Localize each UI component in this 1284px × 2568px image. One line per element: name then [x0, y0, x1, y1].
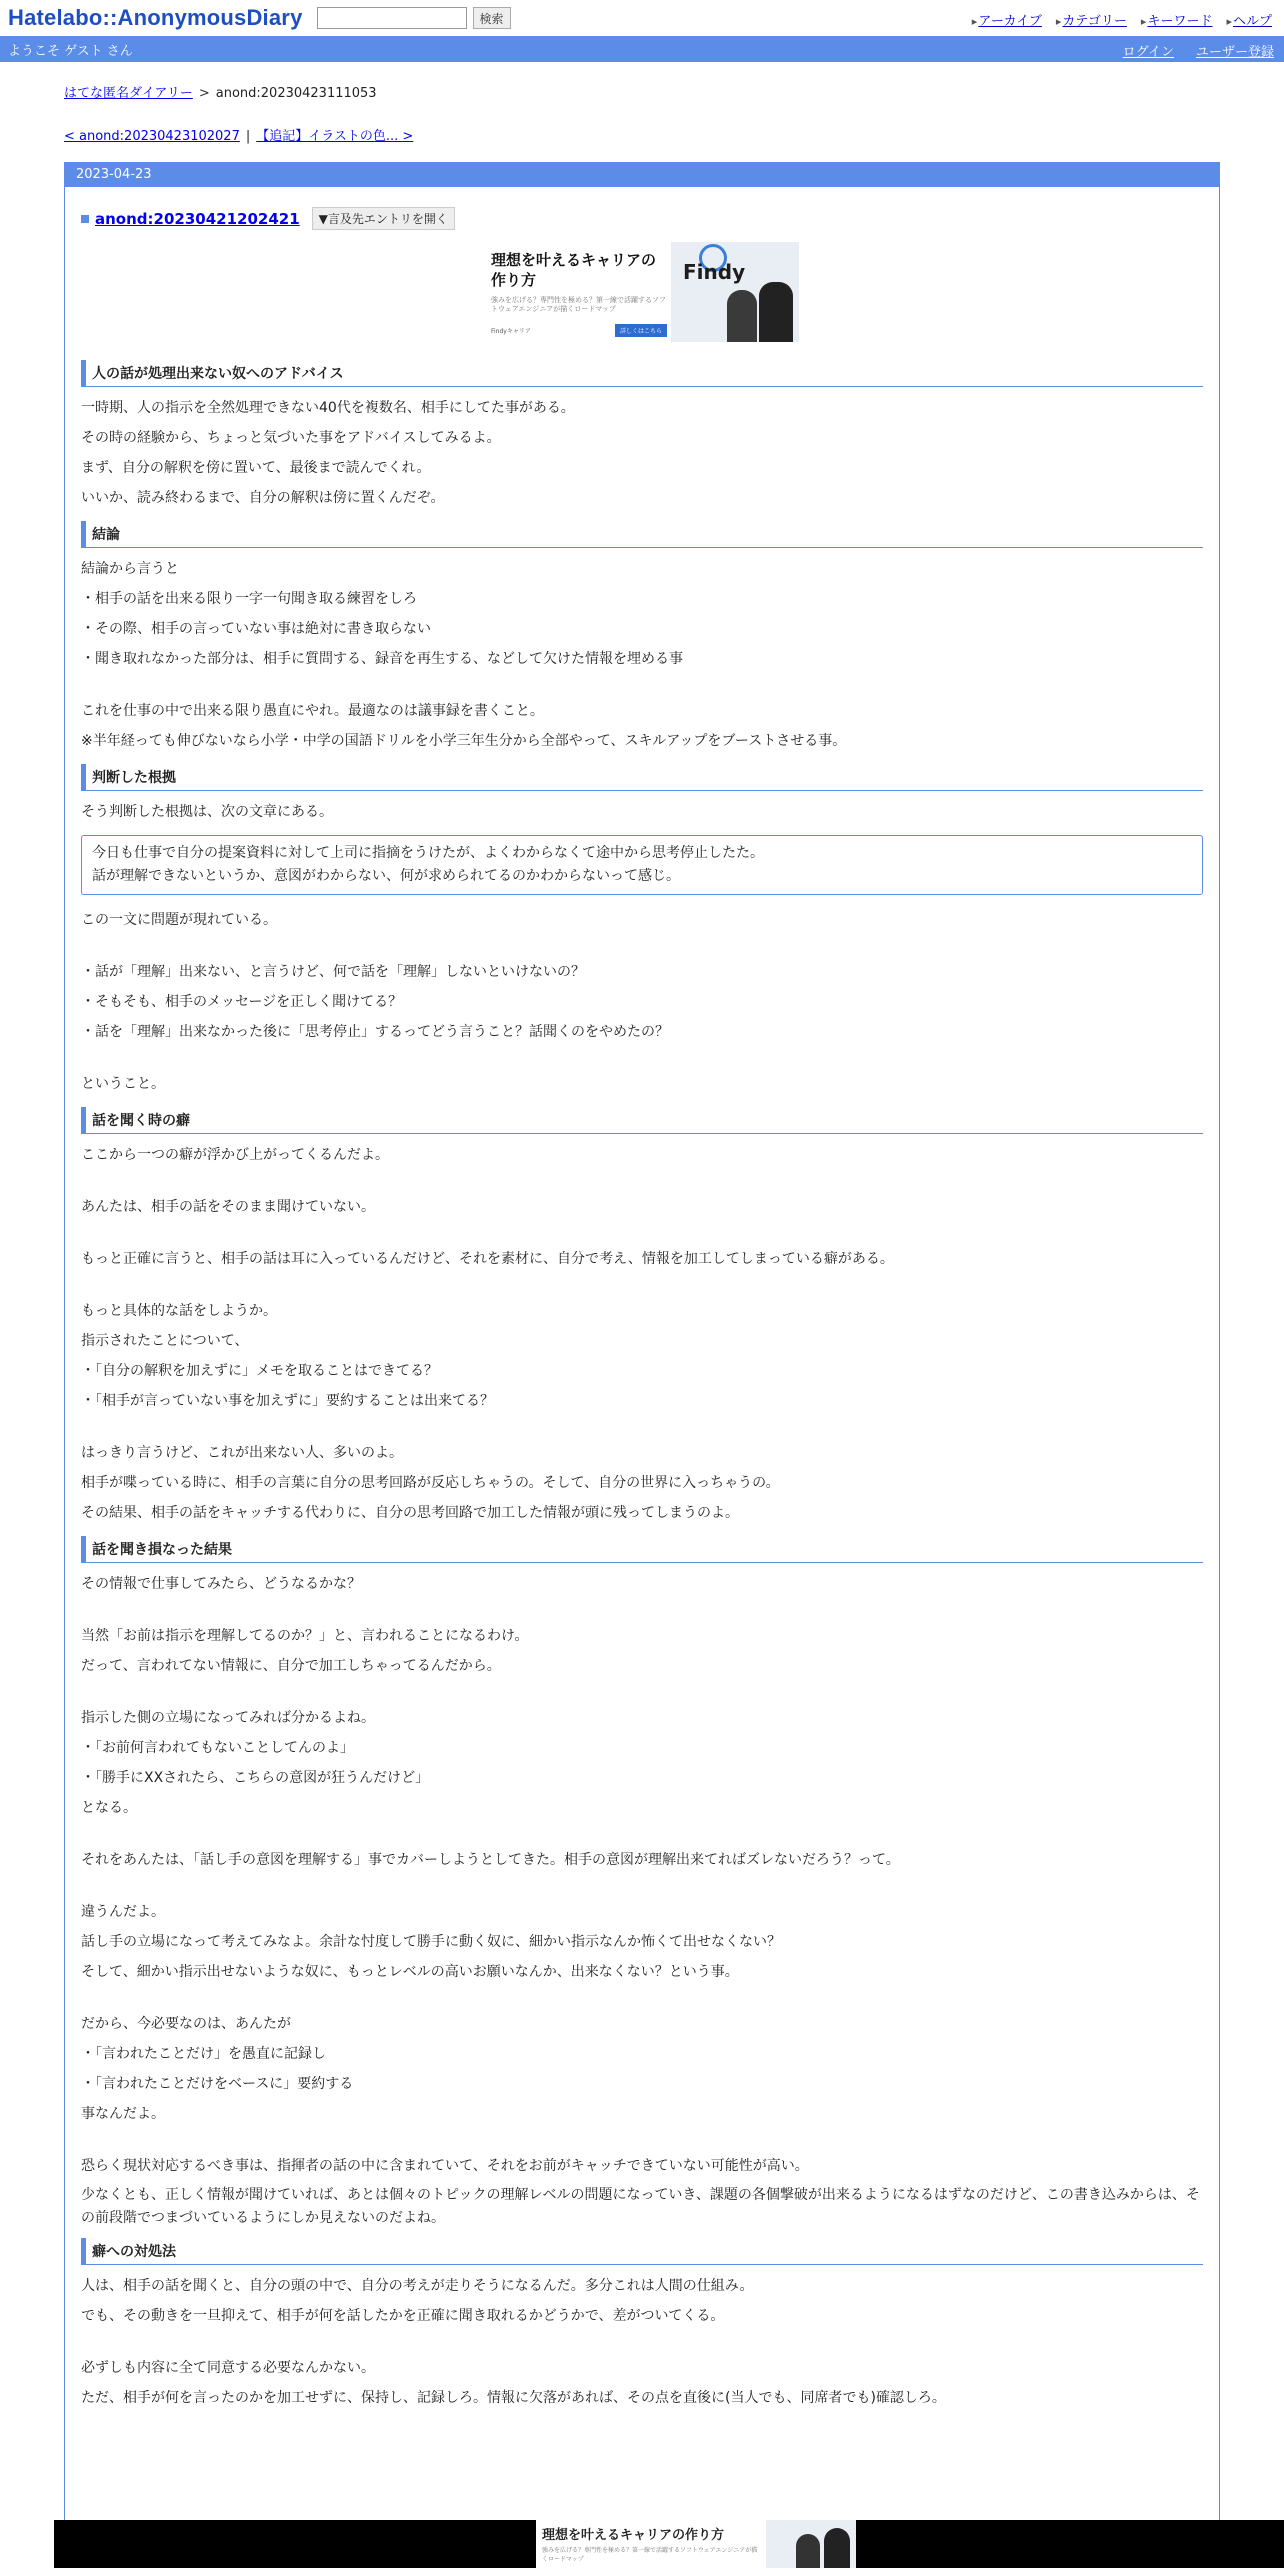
paragraph: だって、言われてない情報に、自分で加工しちゃってるんだから。: [81, 1658, 501, 1674]
login-link[interactable]: ログイン: [1122, 45, 1174, 60]
section-heading: 話を聞く時の癖: [81, 1107, 1203, 1134]
person-image: [727, 290, 757, 342]
paragraph: まず、自分の解釈を傍に置いて、最後まで読んでくれ。: [81, 460, 431, 476]
entry-body: [65, 207, 1219, 2413]
quote-line: 話が理解できないというか、意図がわからない、何が求められてるのかわからないって感じ。: [92, 868, 680, 884]
paragraph: でも、その動きを一旦抑えて、相手が何を話したかを正確に聞き取れるかどうかで、差がついてくる。: [81, 2308, 725, 2324]
prev-next-nav: [64, 125, 1220, 144]
sticky-footer-ad: [54, 2520, 1284, 2568]
chevron-right-icon: ▸: [1055, 15, 1062, 28]
section-heading: 結論: [81, 521, 1203, 548]
paragraph: 当然「お前は指示を理解してるのか？」と、言われることになるわけ。: [81, 1628, 529, 1644]
nav-archive[interactable]: アーカイブ: [978, 14, 1042, 29]
day-header: 2023-04-23: [65, 163, 1219, 187]
nav-divider: |: [245, 129, 251, 144]
paragraph: ・話を「理解」出来なかった後に「思考停止」するってどう言うこと？話聞くのをやめたの？: [81, 1024, 669, 1040]
paragraph: その結果、相手の話をキャッチする代わりに、自分の思考回路で加工した情報が頭に残ってしまうのよ。: [81, 1505, 739, 1521]
day-box: [64, 162, 1220, 2549]
ad-subtitle: 強みを広げる？専門性を極める？第一線で活躍するソフトウェアエンジニアが描くロードマップ: [491, 296, 666, 313]
paragraph: ・「相手が言っていない事を加えずに」要約することは出来てる？: [81, 1393, 494, 1409]
prev-entry-link[interactable]: < anond:20230423102027: [64, 129, 240, 144]
paragraph: ・「言われたことだけ」を愚直に記録し: [81, 2046, 326, 2062]
paragraph: あんたは、相手の話をそのまま聞けていない。: [81, 1199, 375, 1215]
chevron-right-icon: ▸: [1226, 15, 1232, 28]
paragraph: ・「言われたことだけをベースに」要約する: [81, 2076, 354, 2092]
paragraph: ・相手の話を出来る限り一字一句聞き取る練習をしろ: [81, 591, 417, 607]
section-heading: 人の話が処理出来ない奴へのアドバイス: [81, 360, 1203, 387]
paragraph: その情報で仕事してみたら、どうなるかな？: [81, 1576, 361, 1592]
top-nav: [972, 10, 1272, 29]
paragraph: 話し手の立場になって考えてみなよ。余計な忖度して勝手に動く奴に、細かい指示なんか怖くて出せなくない？: [81, 1934, 781, 1950]
search-button[interactable]: 検索: [473, 7, 511, 29]
ad-logo: Findy: [683, 260, 746, 284]
paragraph: ※半年経っても伸びないなら小学・中学の国語ドリルを小学三年生分から全部やって、スキルアップをブーストさせる事。: [81, 733, 847, 749]
paragraph: だから、今必要なのは、あんたが: [81, 2016, 291, 2032]
site-header: [0, 0, 1284, 36]
chevron-right-icon: ▸: [1140, 15, 1147, 28]
paragraph: 一時期、人の指示を全然処理できない40代を複数名、相手にしてた事がある。: [81, 400, 575, 416]
footer-ad-title: 理想を叶えるキャリアの作り方: [542, 2528, 725, 2543]
entry-title-link[interactable]: anond:20230421202421: [95, 209, 300, 228]
paragraph: 結論から言うと: [81, 561, 179, 577]
paragraph: それをあんたは、「話し手の意図を理解する」事でカバーしようとしてきた。相手の意図が理解出来てればズレないだろう？って。: [81, 1852, 900, 1868]
footer-ad-subtitle: 強みを広げる？専門性を極める？第一線で活躍するソフトウェアエンジニアが描くロードマップ: [542, 2547, 758, 2563]
paragraph: ただ、相手が何を言ったのかを加工せずに、保持し、記録しろ。情報に欠落があれば、その点を直後に(当人でも、同席者でも)確認しろ。: [81, 2390, 946, 2406]
nav-help[interactable]: ヘルプ: [1232, 14, 1272, 29]
paragraph: となる。: [81, 1800, 137, 1816]
search-input[interactable]: [317, 7, 467, 29]
paragraph: 事なんだよ。: [81, 2106, 165, 2122]
paragraph: 違うんだよ。: [81, 1904, 165, 1920]
footer-ad-image: [766, 2520, 856, 2568]
section-heading: 判断した根拠: [81, 764, 1203, 791]
paragraph: この一文に問題が現れている。: [81, 912, 277, 928]
paragraph: これを仕事の中で出来る限り愚直にやれ。最適なのは議事録を書くこと。: [81, 703, 544, 719]
blockquote: [81, 835, 1203, 895]
square-bullet-icon: [81, 215, 89, 223]
section-heading: 話を聞き損なった結果: [81, 1536, 1203, 1563]
quote-line: 今日も仕事で自分の提案資料に対して上司に指摘をうけたが、よくわからなくて途中から思考停止したた。: [92, 845, 764, 861]
site-logo[interactable]: Hatelabo::AnonymousDiary: [8, 5, 303, 30]
paragraph: ・「自分の解釈を加えずに」メモを取ることはできてる？: [81, 1363, 438, 1379]
inline-ad[interactable]: [485, 242, 799, 342]
paragraph: 相手が喋っている時に、相手の言葉に自分の思考回路が反応しちゃうの。そして、自分の世界に入っちゃうの。: [81, 1475, 780, 1491]
paragraph: もっと具体的な話をしようか。: [81, 1303, 277, 1319]
breadcrumb-current: anond:20230423111053: [215, 86, 377, 101]
ad-cta-button[interactable]: 詳しくはこちら: [615, 324, 667, 337]
paragraph: ・話が「理解」出来ない、と言うけど、何で話を「理解」しないといけないの？: [81, 964, 585, 980]
paragraph: 必ずしも内容に全て同意する必要なんかない。: [81, 2360, 375, 2376]
chevron-right-icon: ▸: [971, 15, 978, 28]
section-heading: 癖への対処法: [81, 2238, 1203, 2265]
person-image: [824, 2528, 850, 2568]
breadcrumb-home[interactable]: はてな匿名ダイアリー: [64, 86, 193, 101]
paragraph: 指示した側の立場になってみれば分かるよね。: [81, 1710, 375, 1726]
paragraph: ・「お前何言われてもないことしてんのよ」: [81, 1740, 354, 1756]
footer-ad-banner[interactable]: [536, 2520, 856, 2568]
paragraph: ということ。: [81, 1076, 165, 1092]
paragraph: ・その際、相手の言っていない事は絶対に書き取らない: [81, 621, 431, 637]
paragraph: ・「勝手にXXされたら、こちらの意図が狂うんだけど」: [81, 1770, 430, 1786]
entry-title-row: [81, 207, 1203, 230]
paragraph: ・そもそも、相手のメッセージを正しく聞けてる？: [81, 994, 403, 1010]
next-entry-link[interactable]: 【追記】イラストの色... >: [256, 129, 414, 144]
ad-image: [671, 242, 799, 342]
breadcrumb-separator: >: [198, 86, 210, 101]
ad-title: 理想を叶えるキャリアの作り方: [491, 251, 657, 289]
user-bar: [0, 36, 1284, 62]
person-image: [796, 2534, 820, 2568]
paragraph: 人は、相手の話を聞くと、自分の頭の中で、自分の考えが走りそうになるんだ。多分これは人間の仕組み。: [81, 2278, 754, 2294]
paragraph: 恐らく現状対応するべき事は、指揮者の話の中に含まれていて、それをお前がキャッチできていない可能性が高い。: [81, 2158, 809, 2174]
welcome-text: ようこそ ゲスト さん: [8, 43, 133, 59]
paragraph: はっきり言うけど、これが出来ない人、多いのよ。: [81, 1445, 403, 1461]
paragraph: もっと正確に言うと、相手の話は耳に入っているんだけど、それを素材に、自分で考え、情報を加工してしまっている癖がある。: [81, 1251, 894, 1267]
expand-references-button[interactable]: ▼言及先エントリを開く: [312, 207, 455, 230]
paragraph: ・聞き取れなかった部分は、相手に質問する、録音を再生する、などして欠けた情報を埋める事: [81, 651, 683, 667]
paragraph: 少なくとも、正しく情報が聞けていれば、あとは個々のトピックの理解レベルの問題になっていき、課題の各個撃破が出来るようになるはずなのだけど、この書き込みからは、その前段階でつまづいているようにしか見えないのだよね。: [81, 2187, 1200, 2226]
paragraph: 指示されたことについて、: [81, 1333, 249, 1349]
register-link[interactable]: ユーザー登録: [1195, 45, 1274, 60]
paragraph: ここから一つの癖が浮かび上がってくるんだよ。: [81, 1147, 389, 1163]
paragraph: いいか、読み終わるまで、自分の解釈は傍に置くんだぞ。: [81, 490, 445, 506]
person-image: [759, 282, 793, 342]
paragraph: そして、細かい指示出せないような奴に、もっとレベルの高いお願いなんか、出来なくない？という事。: [81, 1964, 739, 1980]
breadcrumb: [64, 82, 1220, 101]
nav-keyword[interactable]: キーワード: [1147, 14, 1213, 29]
paragraph: その時の経験から、ちょっと気づいた事をアドバイスしてみるよ。: [81, 430, 501, 446]
main-content: [64, 82, 1220, 2549]
nav-category[interactable]: カテゴリー: [1062, 14, 1127, 29]
ad-brand: Findyキャリア: [491, 328, 531, 335]
paragraph: そう判断した根拠は、次の文章にある。: [81, 804, 333, 820]
